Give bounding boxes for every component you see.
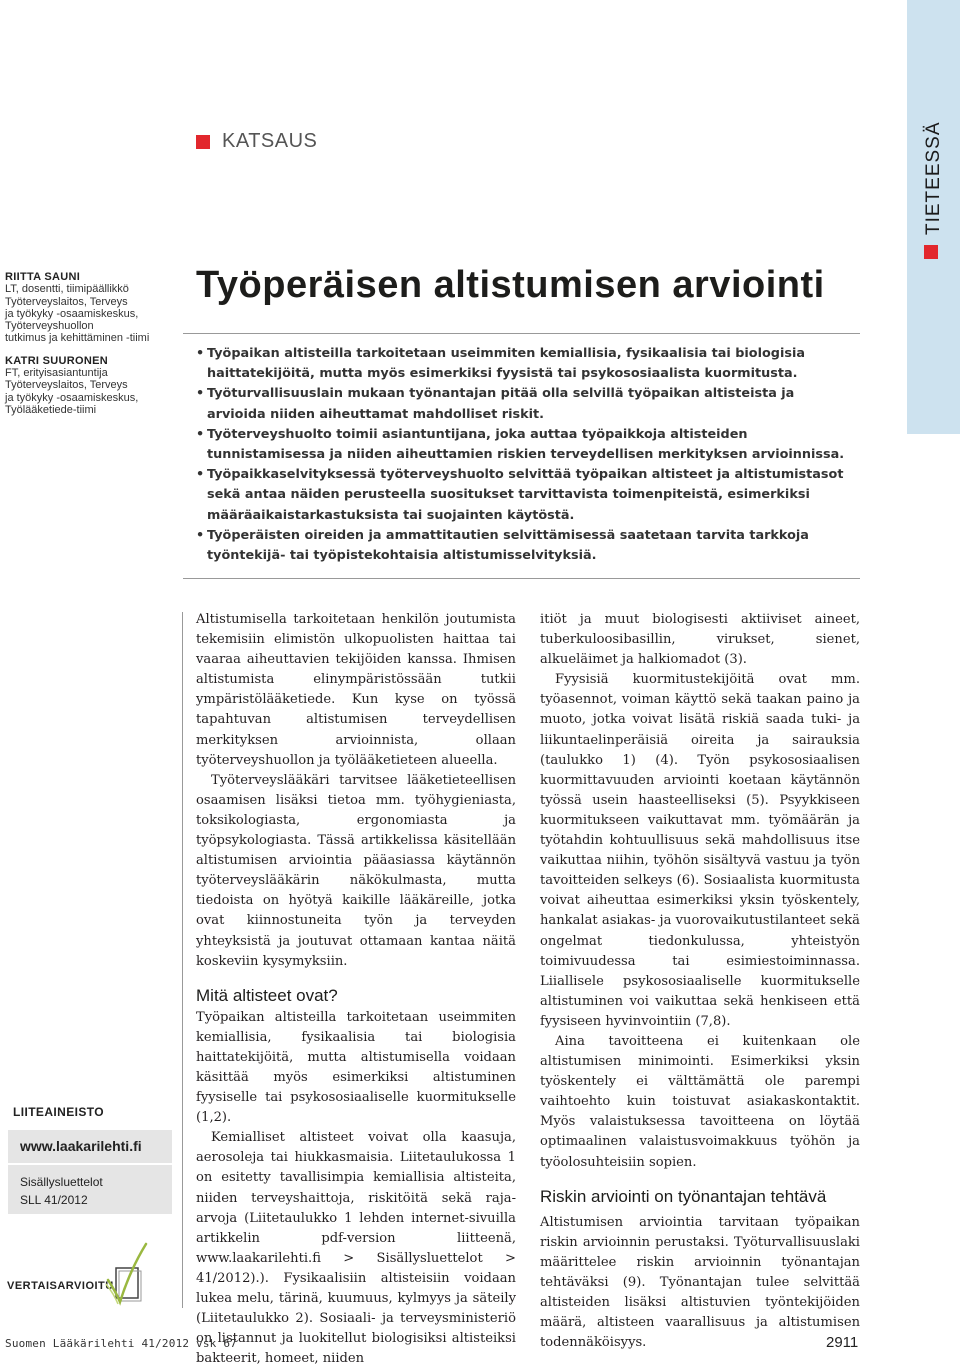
literature-ref-line: Sisällysluettelot <box>20 1175 103 1189</box>
body-column-2 <box>540 610 860 1353</box>
body-paragraph: Altistumisen arviointia tarvitaan työpaikan riskin arvioinnin perustaksi. Työturvallisuuslaki määrittelee riskin arvioinnin työnantajan tehtäväksi (9). Työnantajan tulee selvittää altisteiden lisäksi altistuvien työntekijöiden määrä, altisteen vaarallisuus ja altistumisen todennäköisyys. <box>540 1214 860 1351</box>
author-affiliation-line: Työterveyshuollon <box>5 320 94 333</box>
section-label: KATSAUS <box>222 130 318 152</box>
check-mark-icon <box>104 1240 148 1310</box>
key-point: • Työpaikkaselvityksessä työterveyshuolto selvittää työpaikan altisteet ja altistumistasot sekä antaa näiden perusteella suositukset tarvittavista toimenpiteistä, esimerkiksi määräaikaistarkastuksista tai suojainten käytöstä. <box>196 465 851 526</box>
body-paragraph: itiöt ja muut biologisesti aktiiviset aineet, tuberkuloosibasillin, virukset, sienet, alkueläimet ja halkiomadot (3). <box>540 612 860 668</box>
author-affiliation-line: LT, dosentti, tiimipäällikkö <box>5 283 129 296</box>
author-affiliation-line: Työterveyslaitos, Terveys <box>5 295 128 308</box>
body-paragraph: Työpaikan altisteilla tarkoitetaan useimmiten kemiallisia, fysikaalisia tai biologisia haittatekijöitä, mutta altistumisella voidaan käsittää myös esimerkiksi altistuminen fyysiselle tai psykososiaaliselle kuormitukselle (1,2). <box>196 1009 516 1126</box>
body-paragraph: Aina tavoitteena ei kuitenkaan ole altistumisen minimointi. Esimerkiksi yksin työskentely ei välttämättä ole parempi vaihtoehto kuin toistuvat asiakaskontaktit. Myös valaistuksessa tavoitteena on löytää optimaalinen valaistusvoimakkuus työhön ja työolosuhteisiin sopien. <box>540 1033 860 1170</box>
title-divider <box>183 333 860 334</box>
footer-journal: Suomen Lääkärilehti 41/2012 vsk 67 <box>5 1337 237 1350</box>
literature-label: LIITEAINEISTO <box>13 1105 104 1119</box>
key-point: • Työterveyshuolto toimii asiantuntijana, joka auttaa työpaikkoja altisteiden tunnistamisessa ja niiden aiheuttamien riskien terveydellisen merkityksen arvioinnissa. <box>196 425 851 465</box>
body-paragraph: Kemialliset altisteet voivat olla kaasuja, aerosoleja tai hiukkasmaisia. Liitetaulukossa 1 on esitetty tavallisimpia kemiallisia altisteita, niiden terveyshaittoja, riskitöitä sekä raja-arvoja (Liitetaulukko 1 lehden internet-sivuilla artikkelin pdf-version liitteenä, www.laakarilehti.fi > Sisällysluettelot > 41/2012).). Fysikaalisiin altisteisiin voidaan lukea melu, tärinä, kuumuus, kylmyys ja säteily (Liitetaulukko 2). Sosiaali- ja terveysministeriö on listannut ja luokitellut biologisiksi altisteiksi bakteerit, homeet, niiden <box>196 1130 516 1367</box>
author-affiliation-line: ja työkyky -osaamiskeskus, <box>5 307 139 320</box>
author-2 <box>5 355 175 416</box>
peer-review-label: VERTAISARVIOITU <box>7 1280 114 1292</box>
author-name: RIITTA SAUNI <box>5 271 81 283</box>
author-1 <box>5 271 175 345</box>
key-point: • Työturvallisuuslain mukaan työnantajan pitää olla selvillä työpaikan altisteista ja arvioida niiden aiheuttamat mahdolliset riskit. <box>196 384 851 424</box>
author-name: KATRI SUURONEN <box>5 354 108 367</box>
subheading: Riskin arviointi on työnantajan tehtävä <box>540 1186 827 1206</box>
side-tab-marker <box>924 245 938 259</box>
page-number: 2911 <box>826 1334 859 1351</box>
body-paragraph: Työterveyslääkäri tarvitsee lääketieteellisen osaamisen lisäksi tietoa mm. työhygieniasta, toksikologiasta, ergonomiasta ja työpsykologiasta. Tässä artikkelissa käsitellään altistumisen arviointia pääasiassa käytännön työterveyslääkärin näkökulmasta, mutta tiedoista on hyötyä kaikille lääkäreille, jotka ovat kiinnostuneita työn ja terveyden yhteyksistä ja joutuvat ottamaan kantaa näitä koskeviin kysymyksiin. <box>196 772 516 969</box>
literature-reference <box>20 1173 160 1209</box>
section-marker <box>196 135 210 149</box>
article-title: Työperäisen altistumisen arviointi <box>196 264 825 306</box>
subheading: Mitä altisteet ovat? <box>196 985 338 1005</box>
author-affiliation-line: Työlääketiede-tiimi <box>5 403 97 416</box>
literature-divider <box>8 1163 172 1165</box>
key-point: • Työperäisten oireiden ja ammattitautien selvittämisessä saatetaan tarvita tarkkoja työntekijä- tai työpistekohtaisia altistumisselvityksiä. <box>196 526 851 566</box>
column-divider <box>182 612 183 1308</box>
side-tab-label: TIETEESSÄ <box>923 121 944 235</box>
literature-link[interactable]: www.laakarilehti.fi <box>20 1138 142 1154</box>
summary-divider <box>183 578 860 579</box>
key-point: • Työpaikan altisteilla tarkoitetaan useimmiten kemiallisia, fysikaalisia tai biologisia haittatekijöitä, mutta myös esimerkiksi fyysistä tai psykososiaalista kuormitusta. <box>196 344 851 384</box>
author-affiliation-line: tutkimus ja kehittäminen -tiimi <box>5 332 150 345</box>
author-info <box>5 271 175 426</box>
body-column-1 <box>196 610 516 1369</box>
author-affiliation-line: ja työkyky -osaamiskeskus, <box>5 391 139 404</box>
literature-ref-line: SLL 41/2012 <box>20 1193 88 1207</box>
author-affiliation-line: FT, erityisasiantuntija <box>5 367 108 380</box>
body-paragraph: Altistumisella tarkoitetaan henkilön joutumista tekemisiin elimistön ulkopuolisten haittaa tai vaaraa aiheuttavien tekijöiden kanssa. Ihmisen altistumista elinympäristössään tutkii ympäristölääketiede. Kun kyse on työssä tapahtuvan altistumisen terveydellisen merkityksen arvioinnista, ollaan työterveyshuollon ja työlääketieteen alueella. <box>196 612 516 768</box>
body-paragraph: Fyysisiä kuormitustekijöitä ovat mm. työasennot, voiman käyttö sekä taakan paino ja muoto, jotka voivat lisätä riskiä saada tuki- ja liikuntaelinperäisiä oireita ja sairauksia (taulukko 1) (4). Työn psykososiaalisen kuormittavuuden arviointi koetaan käytännön työssä usein haasteelliseksi (5). Psyykkiseen kuormitukseen vaikuttavat mm. työmäärän ja työtahdin kohtuullisuus sekä mahdollisuus itse vaikuttaa niihin, työhön sisältyvä vastuu ja työn tavoitteiden selkeys (6). Sosiaalista kuormitusta voivat aiheuttaa esimerkiksi yksin työskentely, hankalat asiakas- ja vuorovaikutustilanteet sekä ongelmat tiedonkulussa, yhteistyön toimivuudessa tai esimiestoiminnassa. Liiallisele psykososiaaliselle kuormitukselle altistuminen voi vaikuttaa sekä henkiseen että fyysiseen hyvinvointiin (7,8). <box>540 672 860 1029</box>
section-header <box>196 130 317 153</box>
key-points-list <box>196 344 851 566</box>
author-affiliation-line: Työterveyslaitos, Terveys <box>5 379 128 392</box>
